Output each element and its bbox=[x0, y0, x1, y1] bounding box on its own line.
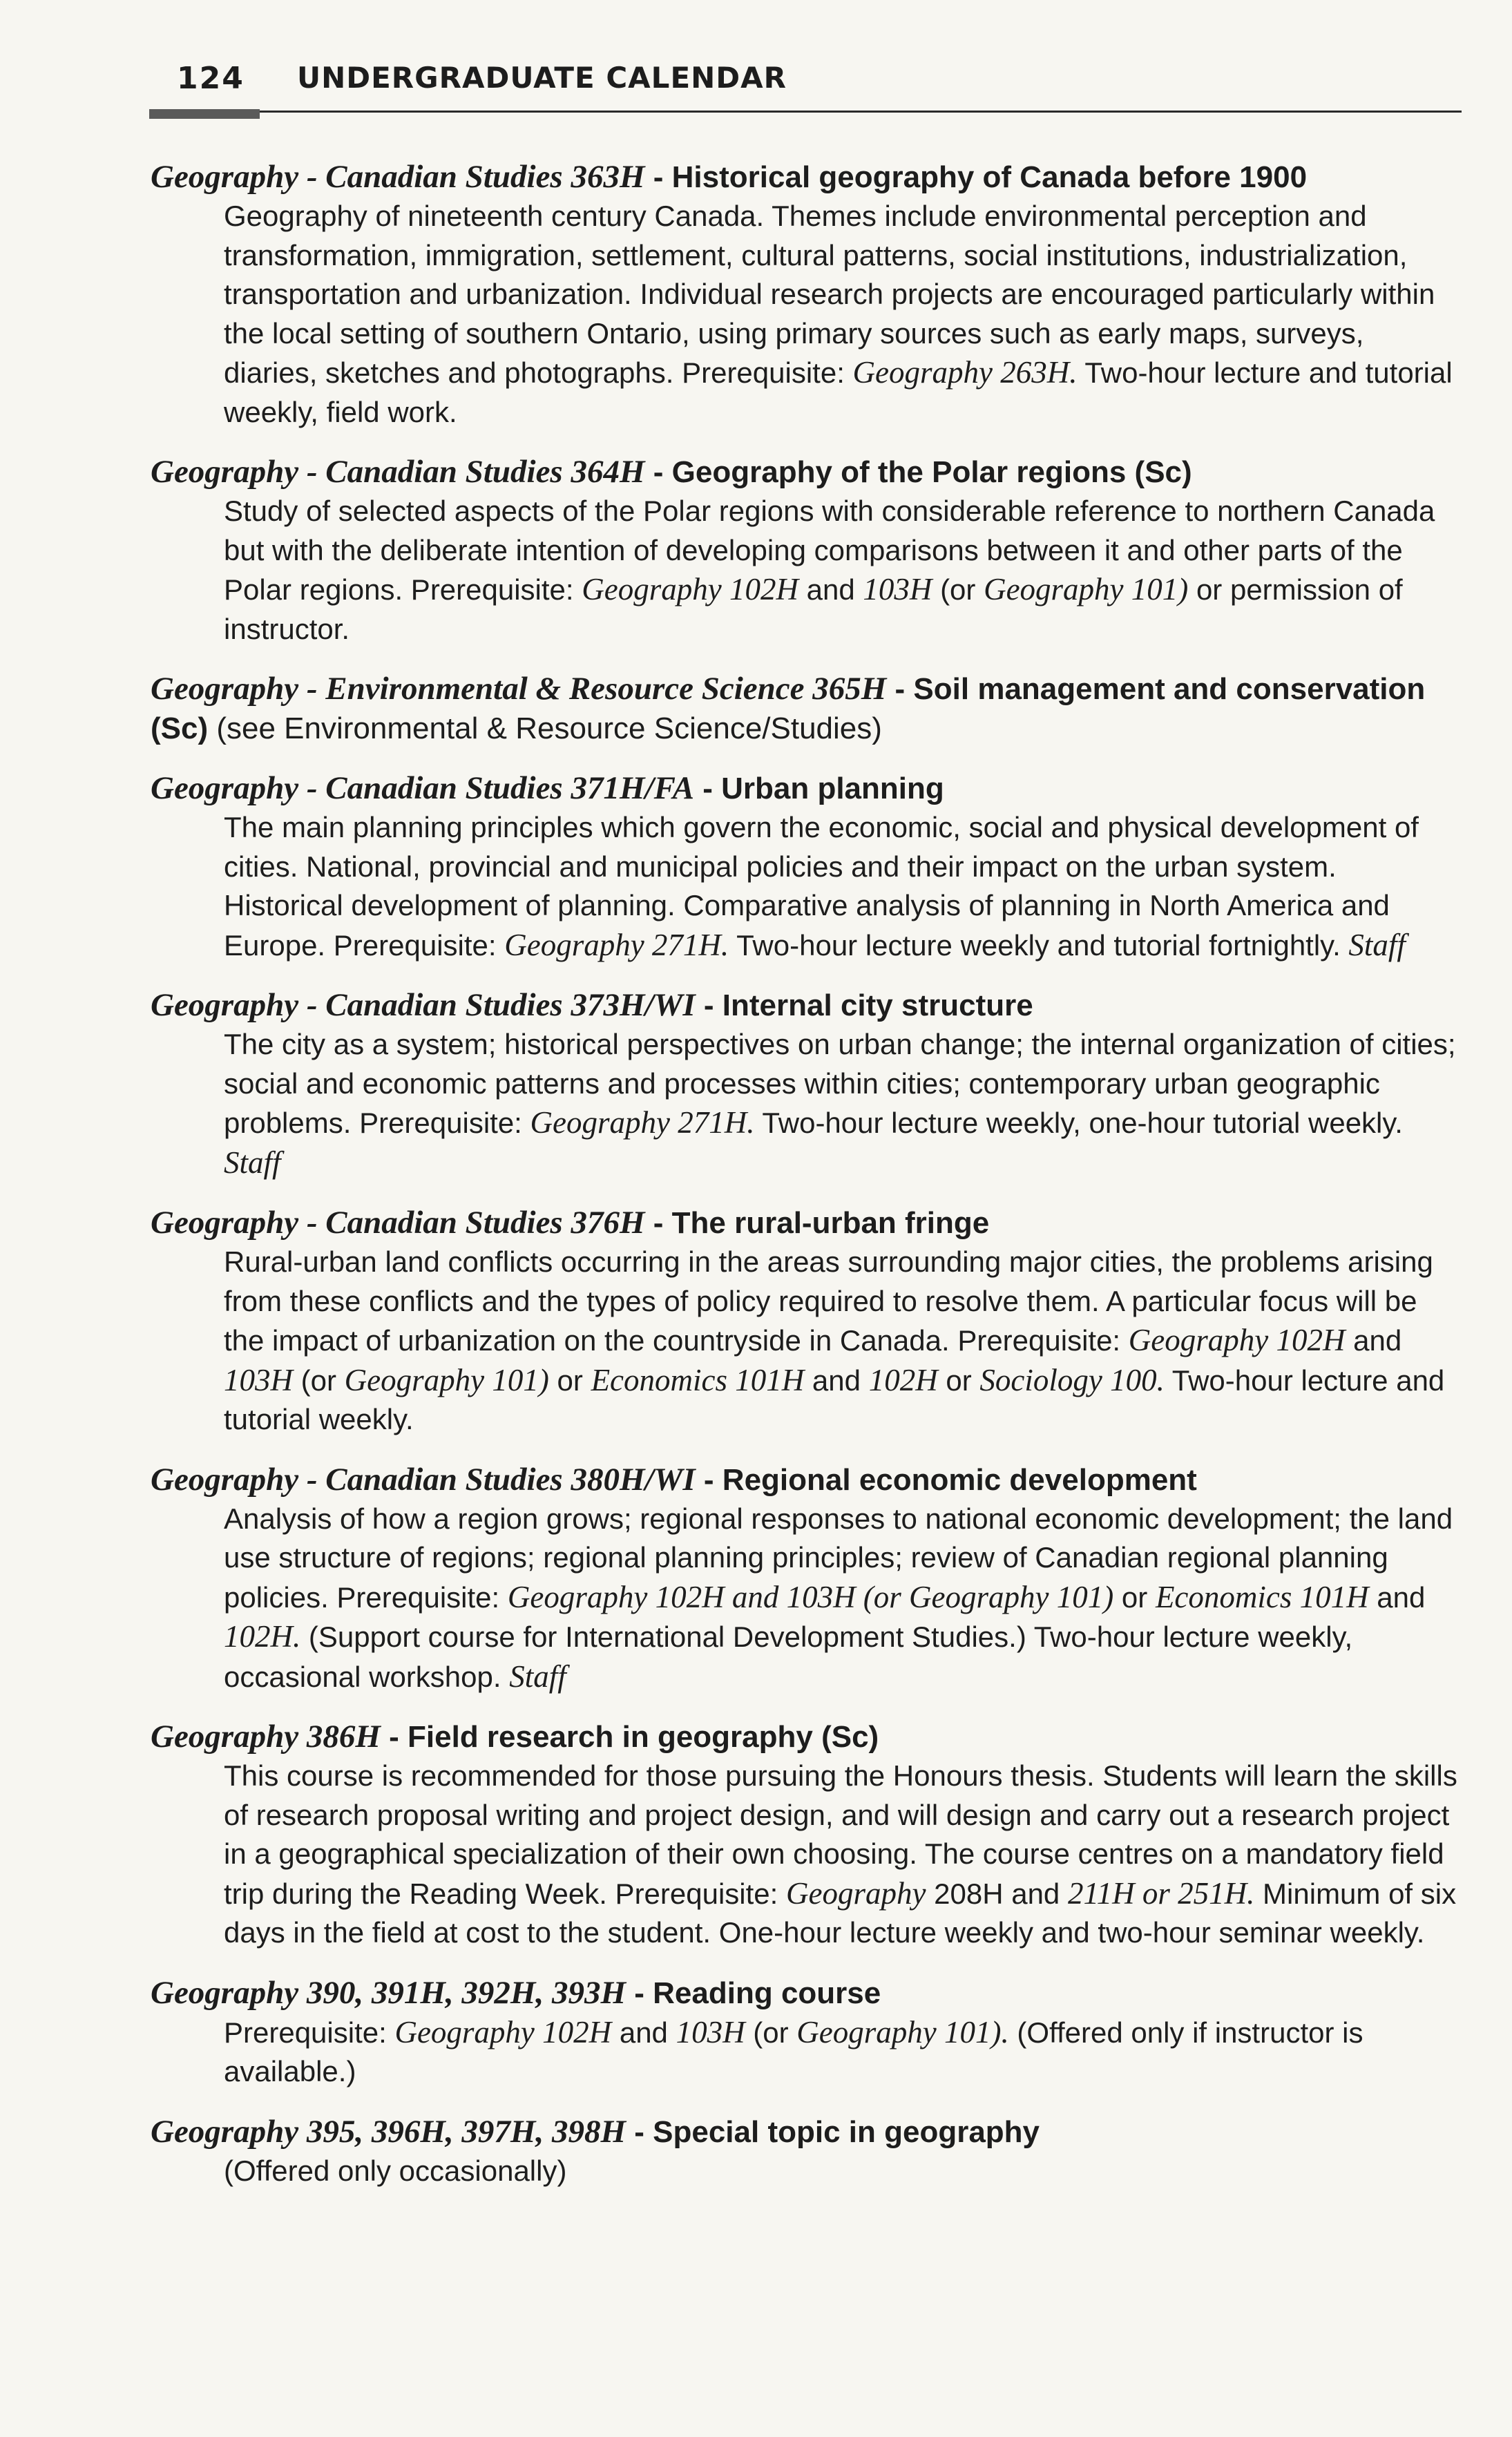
course-title: Reading course bbox=[653, 1976, 881, 2010]
course-listing bbox=[151, 157, 1463, 2211]
course-code: Geography - Canadian Studies 380H/WI bbox=[151, 1461, 696, 1498]
course-heading: Geography - Canadian Studies 364H - Geography of the Polar regions (Sc) bbox=[151, 454, 1192, 490]
header-rule bbox=[149, 111, 1462, 113]
course-code: Geography 386H bbox=[151, 1719, 381, 1755]
course-code: Geography - Environmental & Resource Science 365H bbox=[151, 671, 887, 707]
course-title: Historical geography of Canada before 1900 bbox=[671, 160, 1308, 194]
course-description: Prerequisite: Geography 102H and 103H (or Geography 101). (Offered only if instructor is available.) bbox=[224, 2014, 1363, 2087]
course-description: The main planning principles which govern the economic, social and physical development of cities. National, provincial and municipal policies and their impact on the urban system. Historical development of planning. Comparative analysis of planning in North America and Europe. Prerequisite: Geography 271H. Two-hour lecture weekly and tutorial fortnightly. Staff bbox=[224, 811, 1419, 962]
course-code: Geography - Canadian Studies 371H/FA bbox=[151, 770, 694, 806]
course-description: The city as a system; historical perspectives on urban change; the internal organization of cities; social and economic patterns and processes within cities; contemporary urban geographic problems. Prerequisite: Geography 271H. Two-hour lecture weekly, one-hour tutorial weekly. Staff bbox=[224, 1028, 1456, 1180]
course-heading: Geography - Environmental & Resource Science 365H - Soil management and conservation (Sc) (see Environmental & Resource Science/Studies) bbox=[151, 671, 1426, 745]
course-heading: Geography - Canadian Studies 380H/WI - Regional economic development bbox=[151, 1461, 1197, 1498]
course-description: Geography of nineteenth century Canada. Themes include environmental perception and transformation, immigration, settlement, cultural patterns, social institutions, industrialization, transportation and urbanization. Individual research projects are encouraged particularly within the local setting of southern Ontario, using primary sources such as early maps, surveys, diaries, sketches and photographs. Prerequisite: Geography 263H. Two-hour lecture and tutorial weekly, field work. bbox=[224, 200, 1453, 428]
course-entry bbox=[151, 1460, 1463, 1697]
course-title: Regional economic development bbox=[722, 1462, 1197, 1497]
course-description: Analysis of how a region grows; regional responses to national economic development; the land use structure of regions; regional planning principles; review of Canadian regional planning policies. Prerequisite: Geography 102H and 103H (or Geography 101) or Economics 101H and 102H. (Support course for International Development Studies.) Two-hour lecture weekly, occasional workshop. Staff bbox=[224, 1502, 1453, 1694]
course-title: Special topic in geography bbox=[653, 2114, 1040, 2149]
course-entry bbox=[151, 769, 1463, 965]
cross-reference: (see Environmental & Resource Science/Studies) bbox=[208, 711, 882, 745]
course-entry bbox=[151, 1203, 1463, 1440]
page-header bbox=[0, 0, 1512, 121]
course-code: Geography - Canadian Studies 363H bbox=[151, 159, 645, 195]
course-code: Geography - Canadian Studies 364H bbox=[151, 454, 645, 490]
course-heading: Geography 386H - Field research in geography (Sc) bbox=[151, 1719, 879, 1755]
course-description: Study of selected aspects of the Polar regions with considerable reference to northern Canada but with the deliberate intention of developing comparisons between it and other parts of the Polar regions. Prerequisite: Geography 102H and 103H (or Geography 101) or permission of instructor. bbox=[224, 495, 1435, 645]
course-title: Soil management and conservation (Sc) bbox=[151, 672, 1426, 745]
course-entry bbox=[151, 1974, 1463, 2092]
course-title: Internal city structure bbox=[722, 988, 1033, 1022]
course-title: Urban planning bbox=[721, 772, 944, 805]
course-entry bbox=[151, 986, 1463, 1183]
course-heading: Geography 390, 391H, 392H, 393H - Reading course bbox=[151, 1974, 881, 2011]
course-description: This course is recommended for those pursuing the Honours thesis. Students will learn the skills of research proposal writing and project design, and will design and carry out a research project in a geographical specialization of their own choosing. The course centres on a mandatory field trip during the Reading Week. Prerequisite: Geography 208H and 211H or 251H. Minimum of six days in the field at cost to the student. One-hour lecture weekly and two-hour seminar weekly. bbox=[224, 1759, 1457, 1949]
course-heading: Geography - Canadian Studies 363H - Historical geography of Canada before 1900 bbox=[151, 159, 1308, 195]
course-entry bbox=[151, 157, 1463, 432]
course-description: (Offered only occasionally) bbox=[224, 2154, 567, 2187]
course-title: The rural-urban fringe bbox=[671, 1206, 990, 1240]
course-heading: Geography - Canadian Studies 371H/FA - Urban planning bbox=[151, 770, 944, 806]
course-code: Geography - Canadian Studies 376H bbox=[151, 1205, 645, 1241]
header-rule-accent bbox=[149, 109, 260, 119]
course-entry bbox=[151, 452, 1463, 649]
course-heading: Geography - Canadian Studies 373H/WI - Internal city structure bbox=[151, 987, 1033, 1023]
course-heading: Geography - Canadian Studies 376H - The rural-urban fringe bbox=[151, 1205, 990, 1241]
course-title: Field research in geography (Sc) bbox=[408, 1720, 879, 1754]
course-description: Rural-urban land conflicts occurring in the areas surrounding major cities, the problems arising from these conflicts and the types of policy required to resolve them. A particular focus will be the impact of urbanization on the countryside in Canada. Prerequisite: Geography 102H and 103H (or Geography 101) or Economics 101H and 102H or Sociology 100. Two-hour lecture and tutorial weekly. bbox=[224, 1245, 1445, 1435]
course-code: Geography 390, 391H, 392H, 393H bbox=[151, 1974, 626, 2011]
course-entry bbox=[151, 669, 1463, 748]
course-code: Geography 395, 396H, 397H, 398H bbox=[151, 2113, 626, 2150]
page-number: 124 bbox=[177, 61, 245, 96]
course-code: Geography - Canadian Studies 373H/WI bbox=[151, 987, 696, 1023]
course-title: Geography of the Polar regions (Sc) bbox=[671, 455, 1192, 489]
course-entry bbox=[151, 2112, 1463, 2191]
course-entry bbox=[151, 1717, 1463, 1953]
running-title: UNDERGRADUATE CALENDAR bbox=[297, 61, 787, 95]
course-heading: Geography 395, 396H, 397H, 398H - Special topic in geography bbox=[151, 2113, 1040, 2150]
